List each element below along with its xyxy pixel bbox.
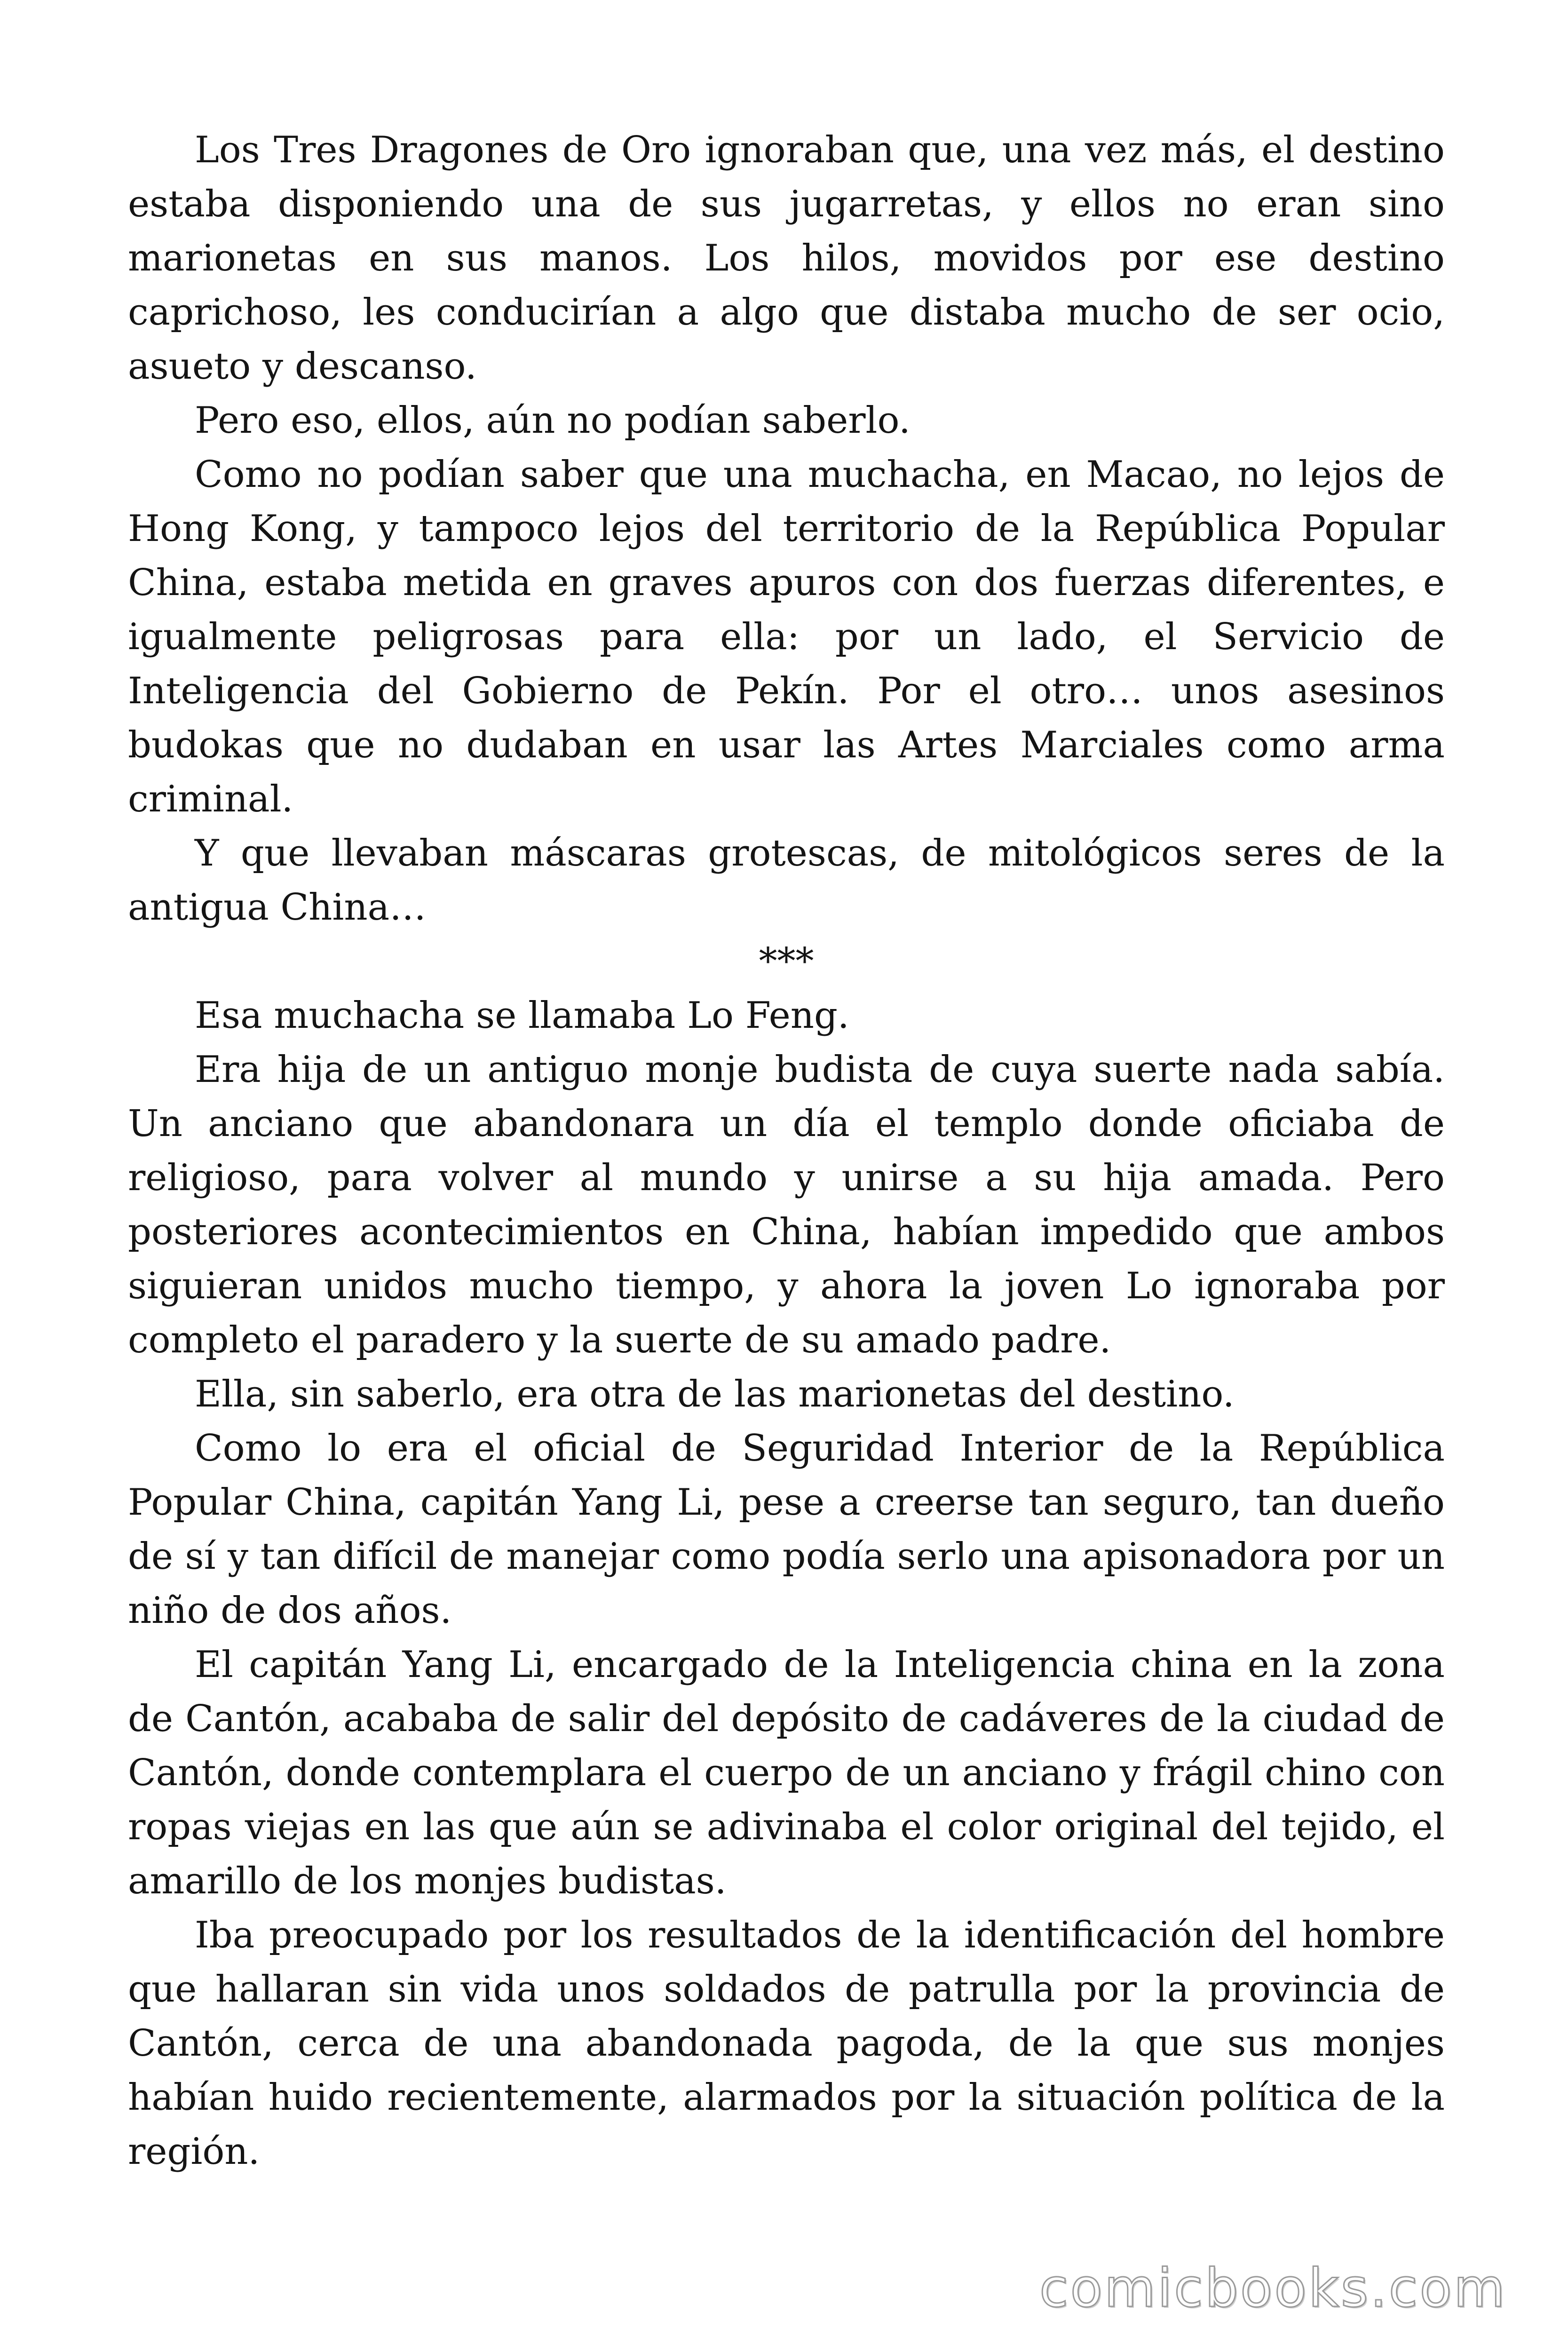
- paragraph: Los Tres Dragones de Oro ignoraban que, una vez más, el destino estaba disponiendo una de sus jugarretas, y ellos no eran sino marionetas en sus manos. Los hilos, movidos por ese destino caprichoso, les conducirían a algo que distaba mucho de ser ocio, asueto y descanso.: [128, 129, 1445, 388]
- paragraph: Y que llevaban máscaras grotescas, de mitológicos seres de la antigua China…: [128, 832, 1445, 929]
- paragraph: Como lo era el oficial de Seguridad Interior de la República Popular China, capitán Yang Li, pese a creerse tan seguro, tan dueño de sí y tan difícil de manejar como podía serlo una apisonadora por un niño de dos años.: [128, 1427, 1445, 1632]
- paragraph: Ella, sin saberlo, era otra de las marionetas del destino.: [195, 1373, 1235, 1415]
- paragraph: Era hija de un antiguo monje budista de cuya suerte nada sabía. Un anciano que abandonara un día el templo donde oficiaba de religioso, para volver al mundo y unirse a su hija amada. Pero posteriores acontecimientos en China, habían impedido que ambos siguieran unidos mucho tiempo, y ahora la joven Lo ignoraba por completo el paradero y la suerte de su amado padre.: [128, 1049, 1445, 1361]
- paragraph: Como no podían saber que una muchacha, en Macao, no lejos de Hong Kong, y tampoco lejos del territorio de la República Popular China, estaba metida en graves apuros con dos fuerzas diferentes, e igualmente peligrosas para ella: por un lado, el Servicio de Inteligencia del Gobierno de Pekín. Por el otro… unos asesinos budokas que no dudaban en usar las Artes Marciales como arma criminal.: [128, 453, 1445, 820]
- paragraph: Pero eso, ellos, aún no podían saberlo.: [195, 399, 911, 442]
- paragraph: Iba preocupado por los resultados de la identificación del hombre que hallaran sin vida unos soldados de patrulla por la provincia de Cantón, cerca de una abandonada pagoda, de la que sus monjes habían huido recientemente, alarmados por la situación política de la región.: [128, 1914, 1445, 2173]
- watermark: comicbooks.com: [1039, 2258, 1507, 2319]
- paragraph: Esa muchacha se llamaba Lo Feng.: [195, 994, 849, 1037]
- paragraph: El capitán Yang Li, encargado de la Inteligencia china en la zona de Cantón, acababa de salir del depósito de cadáveres de la ciudad de Cantón, donde contemplara el cuerpo de un anciano y frágil chino con ropas viejas en las que aún se adivinaba el color original del tejido, el amarillo de los monjes budistas.: [128, 1644, 1445, 1902]
- page-body: [128, 123, 1445, 2179]
- section-separator: ***: [759, 940, 814, 983]
